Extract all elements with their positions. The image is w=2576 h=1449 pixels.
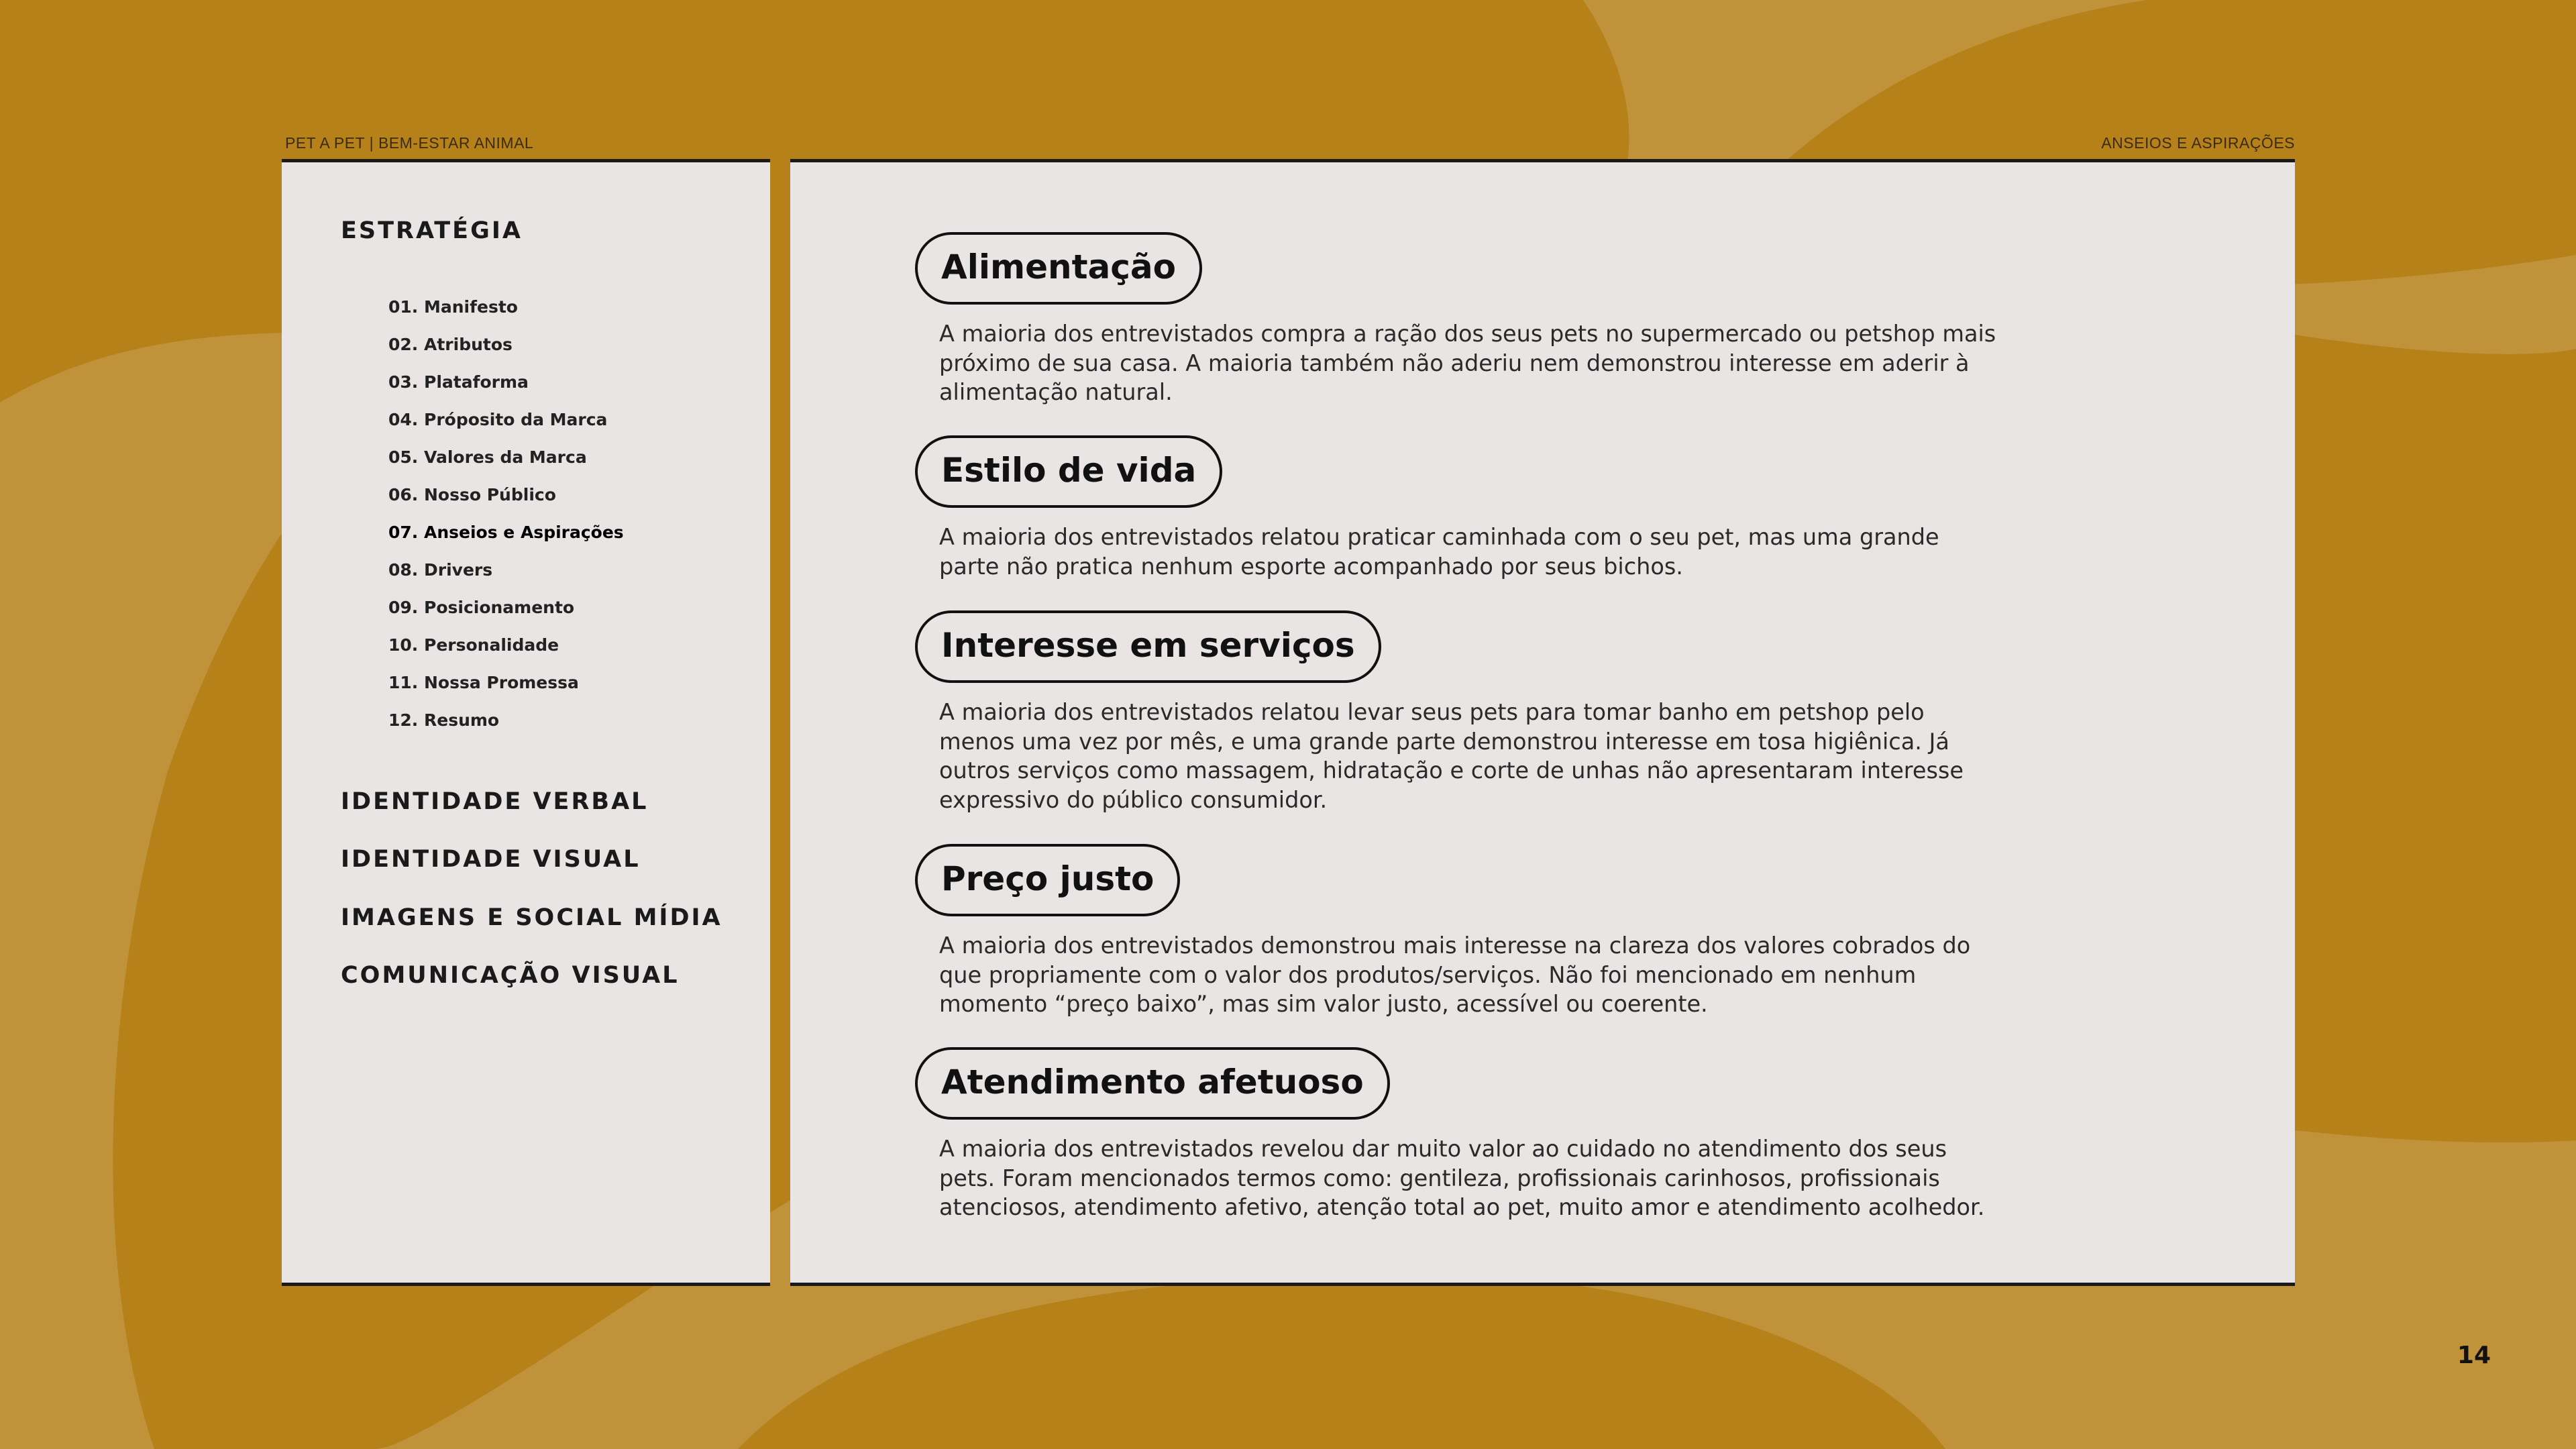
- toc-item-publico[interactable]: 06. Nosso Público: [388, 485, 556, 504]
- toc-item-promessa[interactable]: 11. Nossa Promessa: [388, 673, 579, 692]
- toc-item-proposito[interactable]: 04. Próposito da Marca: [388, 410, 608, 429]
- topic-text: A maioria dos entrevistados relatou levar seus pets para tomar banho em petshop pelo menos uma vez por mês, e uma grande parte demonstrou interesse em tosa higiênica. Já outros serviços como massagem, hidratação e corte de unhas não apresentaram interesse expressivo do público consumidor.: [939, 699, 1964, 813]
- topic-alimentacao: [915, 232, 1999, 407]
- toc-item-plataforma[interactable]: 03. Plataforma: [388, 372, 529, 392]
- topic-preco-justo: [915, 844, 1999, 1019]
- sidebar-panel: [282, 159, 770, 1286]
- page-number: 14: [2457, 1342, 2491, 1369]
- topic-text: A maioria dos entrevistados relatou praticar caminhada com o seu pet, mas uma grande parte não pratica nenhum esporte acompanhado por seus bichos.: [939, 524, 1939, 580]
- topic-title-pill: Estilo de vida: [915, 435, 1222, 508]
- section-identidade-visual[interactable]: IDENTIDADE VISUAL: [341, 846, 641, 873]
- background-blob-bottom: [738, 1275, 1945, 1449]
- section-identidade-verbal[interactable]: IDENTIDADE VERBAL: [341, 788, 649, 815]
- topic-atendimento-afetuoso: [915, 1047, 1999, 1222]
- toc-item-resumo[interactable]: 12. Resumo: [388, 710, 500, 730]
- topic-text: A maioria dos entrevistados compra a ração dos seus pets no supermercado ou petshop mais próximo de sua casa. A maioria também não aderiu nem demonstrou interesse em aderir à alimentação natural.: [939, 321, 1996, 405]
- section-comunicacao-visual[interactable]: COMUNICAÇÃO VISUAL: [341, 962, 680, 989]
- topic-title-pill: Preço justo: [915, 844, 1180, 916]
- topic-title-pill: Alimentação: [915, 232, 1202, 305]
- toc-item-posicionamento[interactable]: 09. Posicionamento: [388, 598, 575, 617]
- toc-item-drivers[interactable]: 08. Drivers: [388, 560, 493, 580]
- section-imagens-social-midia[interactable]: IMAGENS E SOCIAL MÍDIA: [341, 904, 722, 931]
- toc-item-valores[interactable]: 05. Valores da Marca: [388, 447, 587, 467]
- header-left: PET A PET | BEM-ESTAR ANIMAL: [285, 134, 534, 152]
- section-estrategia[interactable]: ESTRATÉGIA: [341, 217, 523, 244]
- toc-item-anseios-active[interactable]: 07. Anseios e Aspirações: [388, 523, 624, 542]
- topic-text: A maioria dos entrevistados revelou dar muito valor ao cuidado no atendimento dos seus pets. Foram mencionados termos como: gentileza, profissionais carinhosos, profissionais atenciosos, atendimento afetivo, atenção total ao pet, muito amor e atendimento acolhedor.: [939, 1136, 1985, 1220]
- header-right: ANSEIOS E ASPIRAÇÕES: [2101, 134, 2295, 152]
- toc-item-atributos[interactable]: 02. Atributos: [388, 335, 513, 354]
- toc-item-personalidade[interactable]: 10. Personalidade: [388, 635, 559, 655]
- toc-item-manifesto[interactable]: 01. Manifesto: [388, 297, 518, 317]
- topic-title-pill: Atendimento afetuoso: [915, 1047, 1390, 1120]
- toc-list: [388, 288, 624, 739]
- topic-estilo-de-vida: [915, 435, 1999, 581]
- topic-title-pill: Interesse em serviços: [915, 610, 1381, 683]
- content-panel: [790, 159, 2295, 1286]
- topic-text: A maioria dos entrevistados demonstrou mais interesse na clareza dos valores cobrados do que propriamente com o valor dos produtos/serviços. Não foi mencionado em nenhum momento “preço baixo”, mas sim valor justo, acessível ou coerente.: [939, 932, 1971, 1017]
- topic-interesse-servicos: [915, 610, 1999, 814]
